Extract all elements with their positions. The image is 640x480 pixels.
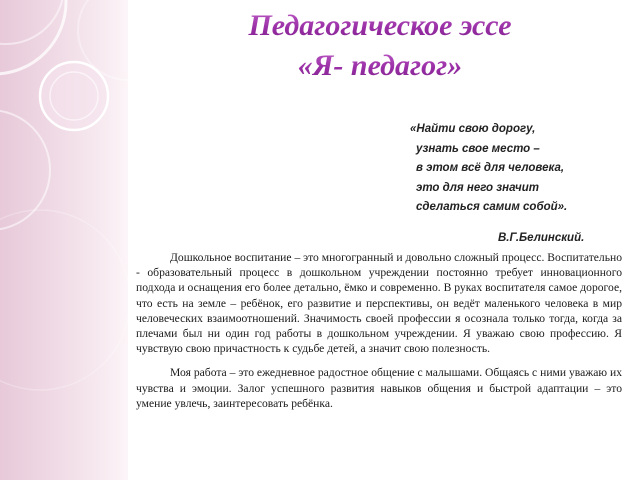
essay-paragraph: Дошкольное воспитание – это многогранный и довольно сложный процесс. Воспитательно - образовательный процесс в дошкольном учреждении постоянно требует инновационного подхода и оснащения его более детально, ёмко и современно. В руках воспитателя самое дорогое, что есть на земле – ребёнок, его развитие и перспективы, он ведёт маленького человека в мир человеческих взаимоотношений. Значимость своей профессии я осознала только тогда, когда за плечами был ни один год работы в дошкольном учреждении. Я уважаю свою профессию. Я чувствую свою причастность к судьбе детей, а значит свою полезность. [136,251,622,356]
epigraph-line: это для него значит [416,181,540,194]
epigraph-author: В.Г.Белинский. [498,232,585,244]
epigraph-line: «Найти свою дорогу, [410,123,536,135]
epigraph-line: узнать свое место – [416,142,540,155]
decor-circle [0,0,64,44]
epigraph-line: сделаться самим собой». [416,201,568,213]
epigraph [410,120,630,218]
essay-paragraph: Моя работа – это ежедневное радостное общение с малышами. Общаясь с ними уважаю их чувства и эмоции. Залог успешного развития навыков общения и быстрой адаптации – это умение увлечь, заинтересовать ребёнка. [136,366,622,410]
essay-body [136,250,622,420]
decor-circle [0,210,128,390]
decorative-circles [0,0,128,480]
decorative-sidebar [0,0,128,480]
epigraph-line: в этом всё для человека, [416,162,565,174]
page-title: Педагогическое эссе [150,8,610,44]
page-subtitle: «Я- педагог» [150,48,610,84]
